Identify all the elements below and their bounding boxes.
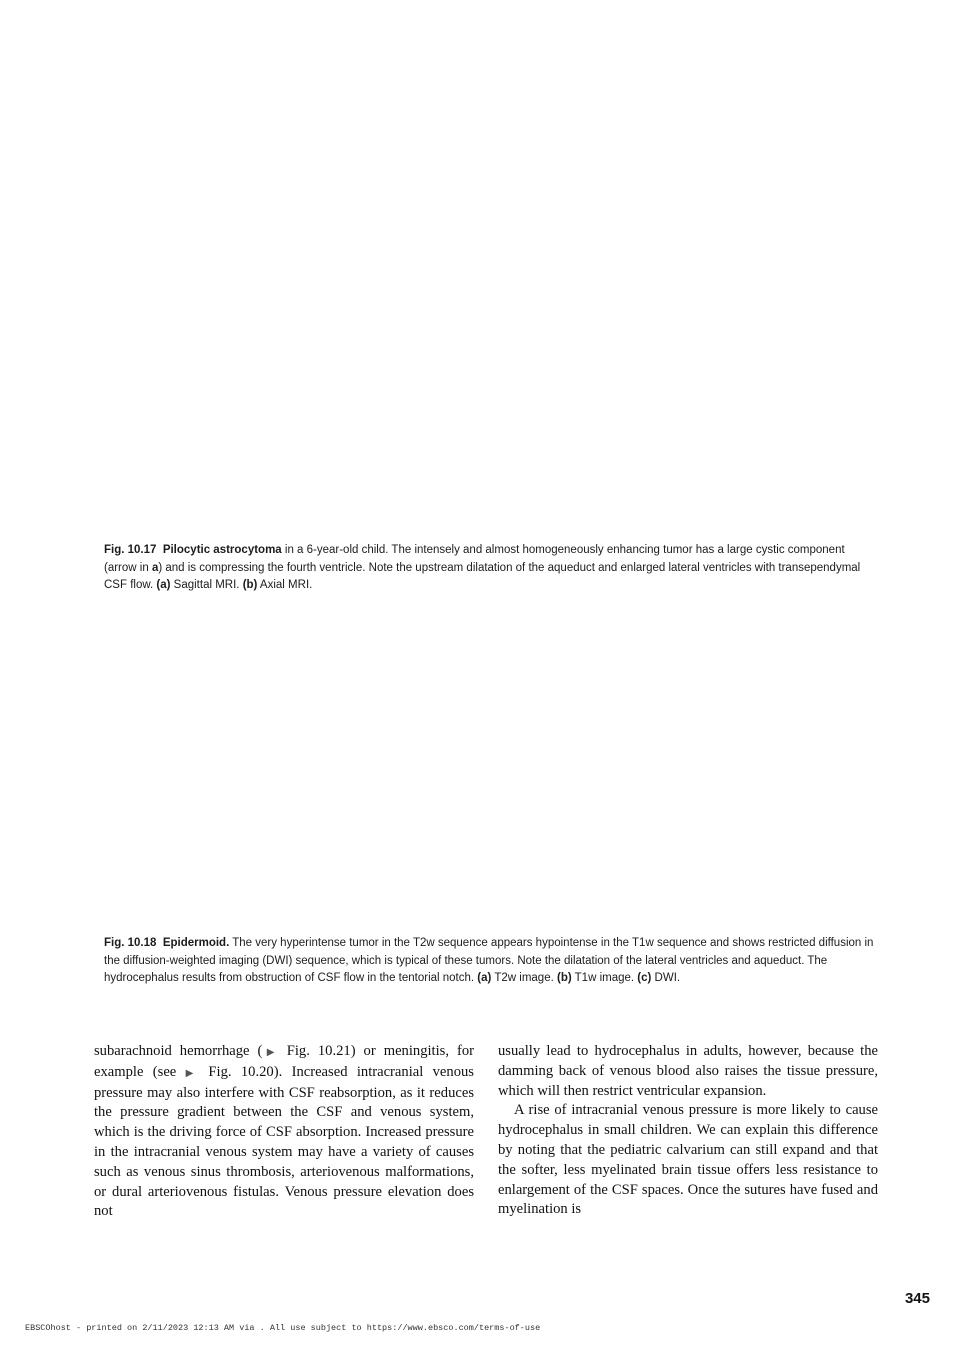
body-column-left [94, 1042, 474, 1222]
figure-10-18-caption [104, 935, 876, 988]
figure-reference-link[interactable]: Fig. 10.20 [199, 1063, 274, 1080]
caption-text: in a 6-year-old child. The intensely and almost homogeneously enhancing tumor has a large cystic component (arrow in [104, 544, 845, 574]
figure-10-18-image-area [94, 605, 880, 925]
caption-text: The very hyperintense tumor in the T2w sequence appears hypointense in the T1w sequence and shows restricted diffusion in the diffusion-weighted imaging (DWI) sequence, which is typical of these tumors. Note the dilatation of the lateral ventricles and aqueduct. The hydrocephalus results from obstruction of CSF flow in the tentorial notch. [104, 937, 874, 984]
reference-arrow-icon: ▶ [185, 1067, 200, 1079]
panel-text: Sagittal MRI. [170, 579, 243, 591]
panel-label: (a) [477, 972, 492, 984]
page-number: 345 [904, 1290, 930, 1307]
body-text: ). Increased intracranial venous pressure may also interfere with CSF reabsorption, as it reduces the pressure gradient between the CSF and venous system, which is the driving force of CSF absorption. Increased pressure in the intracranial venous system may have a variety of causes such as venous sinus thrombosis, arteriovenous malformations, or dural arteriovenous fistulas. Venous pressure elevation does not [94, 1063, 474, 1220]
reference-arrow-icon: ▶ [262, 1047, 279, 1058]
figure-label: Fig. 10.17 [104, 544, 157, 556]
footer-note: EBSCOhost - printed on 2/11/2023 12:13 AM via . All use subject to https://www.ebsco.com/terms-of-use [25, 1323, 541, 1333]
figure-reference-link[interactable]: Fig. 10.21 [278, 1043, 351, 1059]
body-text: ) or meningitis, for example (see [94, 1043, 474, 1080]
panel-text: T2w image. [491, 972, 557, 984]
body-paragraph: usually lead to hydrocephalus in adults, however, because the damming back of venous blood also raises the tissue pressure, which will then restrict ventricular expansion. [498, 1043, 878, 1099]
figure-10-17-caption [104, 542, 876, 595]
panel-text: DWI. [651, 972, 681, 984]
body-text: subarachnoid hemorrhage ( [94, 1043, 263, 1059]
figure-title: Pilocytic astrocytoma [162, 544, 282, 556]
panel-label: (a) [156, 579, 171, 591]
body-column-right [498, 1042, 878, 1220]
panel-text: T1w image. [571, 972, 638, 984]
caption-ref: a [151, 561, 159, 574]
body-paragraph: A rise of intracranial venous pressure is more likely to cause hydrocephalus in small children. We can explain this difference by noting that the pediatric calvarium can still expand and that the softer, less myelinated brain tissue offers less resistance to enlargement of the CSF spaces. Once the sutures have fused and myelination is [498, 1102, 878, 1218]
panel-label: (c) [637, 972, 652, 984]
figure-title: Epidermoid. [162, 937, 230, 949]
body-paragraph [94, 1042, 474, 1222]
figure-label: Fig. 10.18 [104, 937, 157, 949]
caption-text: ) and is compressing the fourth ventricle. Note the upstream dilatation of the aqueduct and enlarged lateral ventricles with transependymal CSF flow. [104, 561, 861, 591]
panel-label: (b) [242, 579, 258, 591]
figure-10-17-image-area [94, 40, 880, 530]
panel-label: (b) [556, 972, 572, 984]
panel-text: Axial MRI. [257, 579, 313, 591]
